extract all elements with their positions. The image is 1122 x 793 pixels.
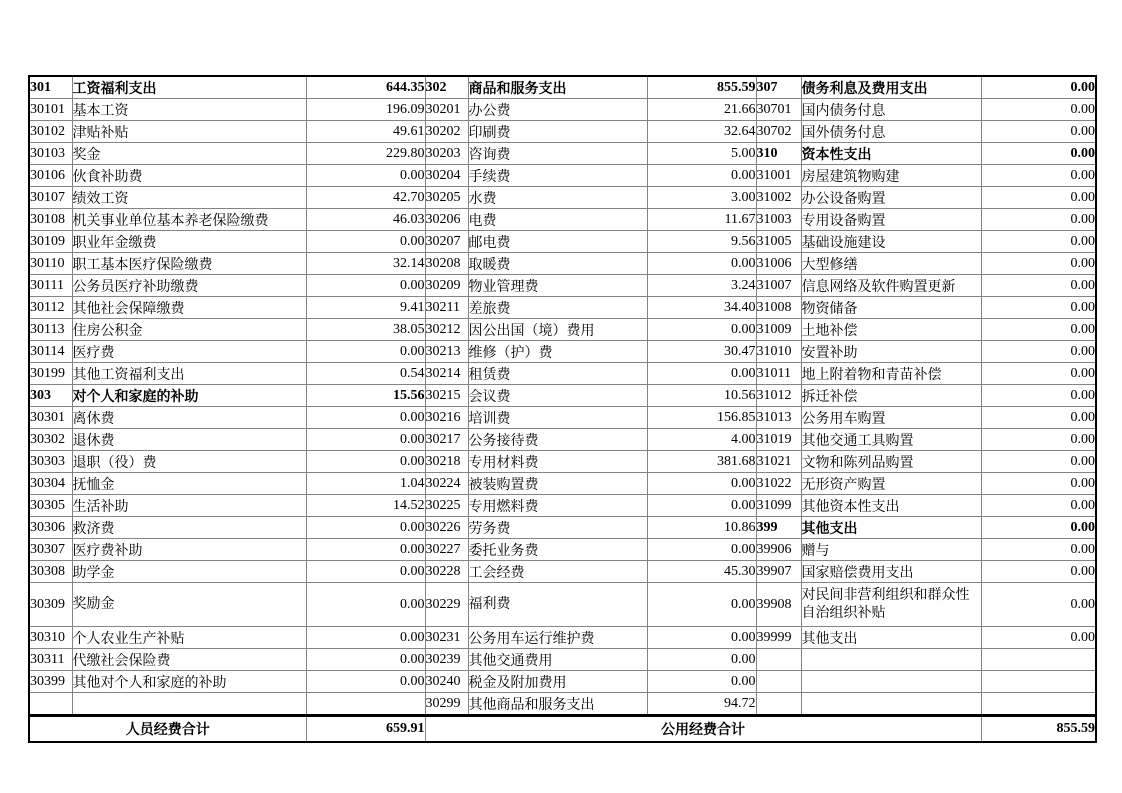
code-cell: 31009 [756,319,801,341]
amount-cell: 0.00 [306,165,425,187]
code-cell: 30302 [29,429,72,451]
table-row [29,143,1096,165]
amount-cell: 0.00 [981,583,1096,627]
item-name-cell: 其他交通费用 [468,649,647,671]
item-name-cell: 公务接待费 [468,429,647,451]
code-cell: 30306 [29,517,72,539]
item-name-cell: 住房公积金 [72,319,306,341]
amount-cell: 42.70 [306,187,425,209]
code-cell: 30217 [425,429,468,451]
item-name-cell: 税金及附加费用 [468,671,647,693]
item-name-cell: 奖励金 [72,583,306,627]
item-name-cell: 培训费 [468,407,647,429]
amount-cell [981,693,1096,716]
code-cell: 30208 [425,253,468,275]
code-cell: 30216 [425,407,468,429]
amount-cell: 0.00 [647,473,756,495]
code-cell: 30209 [425,275,468,297]
amount-cell: 0.00 [981,561,1096,583]
item-name-cell: 其他支出 [801,627,981,649]
code-cell: 30228 [425,561,468,583]
table-row [29,121,1096,143]
amount-cell: 0.00 [981,209,1096,231]
item-name-cell [801,671,981,693]
code-cell: 30399 [29,671,72,693]
code-cell: 31019 [756,429,801,451]
table-row [29,495,1096,517]
item-name-cell: 个人农业生产补贴 [72,627,306,649]
code-cell: 302 [425,76,468,99]
amount-cell: 32.14 [306,253,425,275]
amount-cell: 0.00 [981,473,1096,495]
code-cell: 30229 [425,583,468,627]
item-name-cell: 信息网络及软件购置更新 [801,275,981,297]
table-row [29,385,1096,407]
amount-cell: 0.00 [647,627,756,649]
item-name-cell: 手续费 [468,165,647,187]
code-cell: 30304 [29,473,72,495]
item-name-cell: 医疗费补助 [72,539,306,561]
item-name-cell: 其他交通工具购置 [801,429,981,451]
table-row [29,473,1096,495]
item-name-cell: 专用燃料费 [468,495,647,517]
code-cell: 30702 [756,121,801,143]
table-row [29,429,1096,451]
table-row [29,319,1096,341]
item-name-cell: 生活补助 [72,495,306,517]
code-cell: 30211 [425,297,468,319]
table-row [29,693,1096,716]
amount-cell: 0.00 [647,363,756,385]
item-name-cell: 职工基本医疗保险缴费 [72,253,306,275]
amount-cell: 3.00 [647,187,756,209]
amount-cell: 0.00 [981,187,1096,209]
amount-cell: 0.00 [981,451,1096,473]
amount-cell: 10.86 [647,517,756,539]
amount-cell: 0.00 [306,517,425,539]
table-row [29,649,1096,671]
item-name-cell: 基本工资 [72,99,306,121]
code-cell: 30227 [425,539,468,561]
code-cell: 30202 [425,121,468,143]
code-cell: 30103 [29,143,72,165]
amount-cell [981,649,1096,671]
code-cell: 30239 [425,649,468,671]
table-row [29,627,1096,649]
code-cell: 301 [29,76,72,99]
table-row [29,561,1096,583]
item-name-cell: 劳务费 [468,517,647,539]
code-cell: 30199 [29,363,72,385]
item-name-cell: 工会经费 [468,561,647,583]
table-row [29,209,1096,231]
amount-cell: 0.00 [306,627,425,649]
item-name-cell: 被装购置费 [468,473,647,495]
code-cell: 307 [756,76,801,99]
amount-cell: 0.00 [306,407,425,429]
code-cell: 31011 [756,363,801,385]
code-cell: 30107 [29,187,72,209]
item-name-cell: 其他支出 [801,517,981,539]
code-cell: 30307 [29,539,72,561]
amount-cell [306,693,425,716]
item-name-cell: 债务利息及费用支出 [801,76,981,99]
code-cell: 30311 [29,649,72,671]
amount-cell: 0.00 [647,649,756,671]
item-name-cell: 津贴补贴 [72,121,306,143]
amount-cell: 0.00 [981,429,1096,451]
code-cell: 30113 [29,319,72,341]
code-cell: 30204 [425,165,468,187]
amount-cell: 0.00 [981,231,1096,253]
code-cell: 30240 [425,671,468,693]
code-cell: 30114 [29,341,72,363]
personnel-total-label: 人员经费合计 [29,716,306,743]
code-cell: 31012 [756,385,801,407]
item-name-cell: 其他工资福利支出 [72,363,306,385]
amount-cell: 0.00 [981,165,1096,187]
code-cell: 30201 [425,99,468,121]
amount-cell: 1.04 [306,473,425,495]
table-row [29,451,1096,473]
item-name-cell: 文物和陈列品购置 [801,451,981,473]
item-name-cell: 专用材料费 [468,451,647,473]
table-row [29,187,1096,209]
code-cell: 30214 [425,363,468,385]
amount-cell: 15.56 [306,385,425,407]
code-cell [756,671,801,693]
item-name-cell: 印刷费 [468,121,647,143]
amount-cell: 0.00 [647,583,756,627]
amount-cell: 381.68 [647,451,756,473]
code-cell: 30206 [425,209,468,231]
amount-cell: 0.00 [981,363,1096,385]
item-name-cell: 助学金 [72,561,306,583]
item-name-cell: 因公出国（境）费用 [468,319,647,341]
amount-cell: 0.00 [981,297,1096,319]
amount-cell: 0.00 [647,253,756,275]
amount-cell: 45.30 [647,561,756,583]
item-name-cell: 专用设备购置 [801,209,981,231]
item-name-cell: 其他商品和服务支出 [468,693,647,716]
item-name-cell: 奖金 [72,143,306,165]
totals-row [29,716,1096,743]
code-cell [756,649,801,671]
code-cell: 303 [29,385,72,407]
code-cell: 31005 [756,231,801,253]
item-name-cell: 国外债务付息 [801,121,981,143]
amount-cell: 0.00 [981,253,1096,275]
item-name-cell: 退职（役）费 [72,451,306,473]
code-cell: 30308 [29,561,72,583]
code-cell: 30102 [29,121,72,143]
item-name-cell: 维修（护）费 [468,341,647,363]
code-cell: 30205 [425,187,468,209]
amount-cell: 0.00 [306,539,425,561]
code-cell: 30106 [29,165,72,187]
table-row [29,253,1096,275]
item-name-cell: 其他对个人和家庭的补助 [72,671,306,693]
code-cell: 399 [756,517,801,539]
code-cell: 31022 [756,473,801,495]
code-cell: 31006 [756,253,801,275]
amount-cell: 11.67 [647,209,756,231]
item-name-cell: 大型修缮 [801,253,981,275]
amount-cell: 0.00 [306,451,425,473]
code-cell: 31013 [756,407,801,429]
item-name-cell: 会议费 [468,385,647,407]
amount-cell: 32.64 [647,121,756,143]
amount-cell: 0.00 [981,143,1096,165]
amount-cell: 0.00 [981,99,1096,121]
public-total-value: 855.59 [981,716,1096,743]
amount-cell: 0.00 [306,275,425,297]
item-name-cell: 办公费 [468,99,647,121]
item-name-cell: 公务用车运行维护费 [468,627,647,649]
table-row [29,231,1096,253]
item-name-cell [801,693,981,716]
amount-cell: 156.85 [647,407,756,429]
amount-cell: 0.00 [981,407,1096,429]
amount-cell: 14.52 [306,495,425,517]
item-name-cell: 绩效工资 [72,187,306,209]
amount-cell: 94.72 [647,693,756,716]
amount-cell: 0.54 [306,363,425,385]
code-cell: 30203 [425,143,468,165]
item-name-cell: 无形资产购置 [801,473,981,495]
item-name-cell: 办公设备购置 [801,187,981,209]
code-cell: 30303 [29,451,72,473]
item-name-cell: 对民间非营利组织和群众性自治组织补贴 [801,583,981,627]
amount-cell: 855.59 [647,76,756,99]
code-cell: 30110 [29,253,72,275]
amount-cell: 0.00 [647,539,756,561]
amount-cell: 0.00 [306,429,425,451]
amount-cell: 196.09 [306,99,425,121]
item-name-cell: 物业管理费 [468,275,647,297]
item-name-cell: 土地补偿 [801,319,981,341]
table-row [29,297,1096,319]
code-cell: 30109 [29,231,72,253]
item-name-cell: 资本性支出 [801,143,981,165]
amount-cell: 21.66 [647,99,756,121]
item-name-cell: 其他资本性支出 [801,495,981,517]
item-name-cell: 差旅费 [468,297,647,319]
item-name-cell: 赠与 [801,539,981,561]
code-cell: 30225 [425,495,468,517]
code-cell: 39906 [756,539,801,561]
amount-cell: 0.00 [306,231,425,253]
amount-cell: 0.00 [647,319,756,341]
code-cell: 30101 [29,99,72,121]
amount-cell [981,671,1096,693]
item-name-cell: 退休费 [72,429,306,451]
table-row [29,583,1096,627]
amount-cell: 0.00 [647,495,756,517]
item-name-cell: 水费 [468,187,647,209]
code-cell: 30701 [756,99,801,121]
code-cell [29,693,72,716]
amount-cell: 49.61 [306,121,425,143]
code-cell: 39907 [756,561,801,583]
code-cell: 30231 [425,627,468,649]
code-cell: 39908 [756,583,801,627]
code-cell: 31010 [756,341,801,363]
code-cell: 30108 [29,209,72,231]
item-name-cell: 电费 [468,209,647,231]
table-row [29,76,1096,99]
amount-cell: 0.00 [981,341,1096,363]
amount-cell: 644.35 [306,76,425,99]
code-cell: 31021 [756,451,801,473]
amount-cell: 0.00 [981,495,1096,517]
code-cell: 30215 [425,385,468,407]
amount-cell: 0.00 [981,121,1096,143]
item-name-cell: 福利费 [468,583,647,627]
code-cell: 30310 [29,627,72,649]
table-row [29,517,1096,539]
code-cell: 31007 [756,275,801,297]
amount-cell: 229.80 [306,143,425,165]
amount-cell: 3.24 [647,275,756,297]
item-name-cell: 伙食补助费 [72,165,306,187]
item-name-cell: 代缴社会保险费 [72,649,306,671]
amount-cell: 0.00 [981,319,1096,341]
item-name-cell: 拆迁补偿 [801,385,981,407]
code-cell: 30224 [425,473,468,495]
item-name-cell: 商品和服务支出 [468,76,647,99]
amount-cell: 0.00 [306,583,425,627]
code-cell: 30301 [29,407,72,429]
amount-cell: 0.00 [306,561,425,583]
code-cell: 31099 [756,495,801,517]
amount-cell: 0.00 [306,649,425,671]
item-name-cell: 工资福利支出 [72,76,306,99]
item-name-cell: 机关事业单位基本养老保险缴费 [72,209,306,231]
code-cell: 39999 [756,627,801,649]
amount-cell: 0.00 [981,275,1096,297]
item-name-cell: 国家赔偿费用支出 [801,561,981,583]
code-cell: 31008 [756,297,801,319]
item-name-cell: 医疗费 [72,341,306,363]
amount-cell: 0.00 [647,671,756,693]
item-name-cell: 公务用车购置 [801,407,981,429]
item-name-cell: 邮电费 [468,231,647,253]
public-total-label: 公用经费合计 [425,716,981,743]
table-row [29,539,1096,561]
budget-table-body [29,76,1096,716]
amount-cell: 0.00 [306,671,425,693]
amount-cell: 0.00 [981,539,1096,561]
item-name-cell: 安置补助 [801,341,981,363]
item-name-cell: 职业年金缴费 [72,231,306,253]
personnel-total-value: 659.91 [306,716,425,743]
code-cell: 310 [756,143,801,165]
amount-cell: 0.00 [981,627,1096,649]
amount-cell: 5.00 [647,143,756,165]
amount-cell: 9.41 [306,297,425,319]
item-name-cell: 取暖费 [468,253,647,275]
amount-cell: 0.00 [981,76,1096,99]
code-cell: 30112 [29,297,72,319]
item-name-cell: 抚恤金 [72,473,306,495]
table-row [29,341,1096,363]
table-row [29,99,1096,121]
code-cell [756,693,801,716]
amount-cell: 0.00 [306,341,425,363]
item-name-cell: 咨询费 [468,143,647,165]
code-cell: 31001 [756,165,801,187]
amount-cell: 34.40 [647,297,756,319]
amount-cell: 0.00 [981,517,1096,539]
amount-cell: 4.00 [647,429,756,451]
item-name-cell: 公务员医疗补助缴费 [72,275,306,297]
table-row [29,165,1096,187]
code-cell: 30299 [425,693,468,716]
item-name-cell: 国内债务付息 [801,99,981,121]
item-name-cell: 离休费 [72,407,306,429]
code-cell: 30305 [29,495,72,517]
amount-cell: 9.56 [647,231,756,253]
budget-table-footer [29,716,1096,743]
code-cell: 30212 [425,319,468,341]
item-name-cell [801,649,981,671]
table-row [29,275,1096,297]
amount-cell: 0.00 [981,385,1096,407]
item-name-cell [72,693,306,716]
code-cell: 31003 [756,209,801,231]
item-name-cell: 其他社会保障缴费 [72,297,306,319]
item-name-cell: 地上附着物和青苗补偿 [801,363,981,385]
code-cell: 30226 [425,517,468,539]
code-cell: 30111 [29,275,72,297]
item-name-cell: 基础设施建设 [801,231,981,253]
table-row [29,363,1096,385]
code-cell: 31002 [756,187,801,209]
amount-cell: 46.03 [306,209,425,231]
item-name-cell: 房屋建筑物购建 [801,165,981,187]
code-cell: 30309 [29,583,72,627]
code-cell: 30207 [425,231,468,253]
amount-cell: 0.00 [647,165,756,187]
code-cell: 30213 [425,341,468,363]
amount-cell: 10.56 [647,385,756,407]
amount-cell: 30.47 [647,341,756,363]
table-row [29,407,1096,429]
item-name-cell: 救济费 [72,517,306,539]
item-name-cell: 租赁费 [468,363,647,385]
amount-cell: 38.05 [306,319,425,341]
table-row [29,671,1096,693]
budget-table [28,75,1097,743]
item-name-cell: 委托业务费 [468,539,647,561]
code-cell: 30218 [425,451,468,473]
item-name-cell: 对个人和家庭的补助 [72,385,306,407]
item-name-cell: 物资储备 [801,297,981,319]
